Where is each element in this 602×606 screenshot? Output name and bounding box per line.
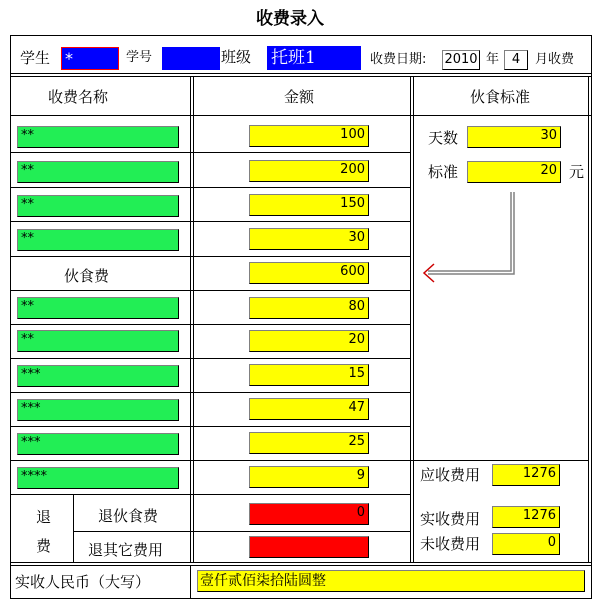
meal-fee-amount[interactable]: 600 xyxy=(249,262,369,284)
rate-unit: 元 xyxy=(569,163,585,181)
column-header-name: 收费名称 xyxy=(48,88,109,106)
fee-name-6[interactable]: ** xyxy=(17,330,179,352)
rate-label: 标准 xyxy=(428,163,459,181)
fee-name-7[interactable]: *** xyxy=(17,365,179,387)
fee-amount-6[interactable]: 20 xyxy=(249,330,369,352)
month-input[interactable]: 4 xyxy=(504,50,528,70)
refund-other-label: 退其它费用 xyxy=(88,541,164,559)
due-label: 应收费用 xyxy=(420,466,481,484)
fee-amount-3[interactable]: 150 xyxy=(249,194,369,216)
window-title: 收费录入 xyxy=(256,9,324,29)
year-unit: 年 xyxy=(486,52,500,67)
unpaid-input[interactable]: 0 xyxy=(492,533,560,555)
fee-amount-4[interactable]: 30 xyxy=(249,228,369,250)
fee-amount-2[interactable]: 200 xyxy=(249,160,369,182)
arrow-icon xyxy=(418,188,522,288)
refund-meal-input[interactable]: 0 xyxy=(249,503,369,525)
month-unit: 月收费 xyxy=(535,52,575,67)
refund-meal-label: 退伙食费 xyxy=(98,507,159,525)
fee-name-8[interactable]: *** xyxy=(17,399,179,421)
due-input[interactable]: 1276 xyxy=(492,464,560,486)
student-input[interactable]: * xyxy=(61,47,119,70)
refund-other-input[interactable] xyxy=(249,536,369,558)
fee-name-1[interactable]: ** xyxy=(17,126,179,148)
fee-name-3[interactable]: ** xyxy=(17,195,179,217)
unpaid-label: 未收费用 xyxy=(420,535,481,553)
refund-group-label-1: 退 xyxy=(36,508,52,526)
rmb-input[interactable]: 壹仟贰佰柒拾陆圆整 xyxy=(197,570,585,592)
refund-group-label-2: 费 xyxy=(36,537,52,555)
fee-amount-9[interactable]: 25 xyxy=(249,432,369,454)
rate-input[interactable]: 20 xyxy=(467,161,561,183)
year-input[interactable]: 2010 xyxy=(442,50,480,70)
days-input[interactable]: 30 xyxy=(467,126,561,148)
student-label: 学生 xyxy=(20,49,51,67)
fee-amount-5[interactable]: 80 xyxy=(249,297,369,319)
rmb-label: 实收人民币（大写） xyxy=(15,573,151,591)
received-label: 实收费用 xyxy=(420,510,481,528)
fee-name-4[interactable]: ** xyxy=(17,229,179,251)
fee-name-10[interactable]: **** xyxy=(17,467,179,489)
fee-name-9[interactable]: *** xyxy=(17,433,179,455)
fee-name-2[interactable]: ** xyxy=(17,161,179,183)
meal-fee-label: 伙食费 xyxy=(64,267,110,285)
received-input[interactable]: 1276 xyxy=(492,506,560,528)
fee-amount-10[interactable]: 9 xyxy=(249,466,369,488)
days-label: 天数 xyxy=(428,129,459,147)
class-input[interactable]: 托班1 xyxy=(267,46,361,70)
student-no-input[interactable] xyxy=(162,47,220,70)
class-label: 班级 xyxy=(221,48,252,66)
student-no-label: 学号 xyxy=(126,50,153,65)
fee-amount-8[interactable]: 47 xyxy=(249,398,369,420)
date-label: 收费日期: xyxy=(370,52,427,67)
fee-name-5[interactable]: ** xyxy=(17,297,179,319)
column-header-amount: 金额 xyxy=(284,88,315,106)
column-header-meal-standard: 伙食标准 xyxy=(470,88,531,106)
fee-amount-7[interactable]: 15 xyxy=(249,364,369,386)
fee-amount-1[interactable]: 100 xyxy=(249,125,369,147)
